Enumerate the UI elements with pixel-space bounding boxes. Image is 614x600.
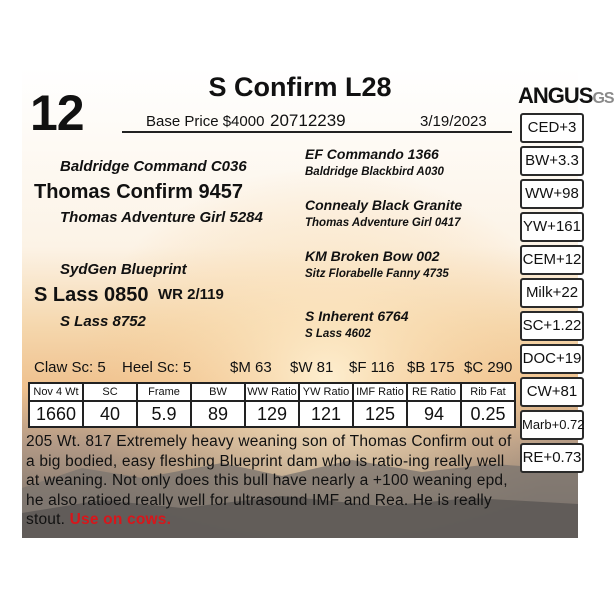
epd-cem: CEM+12: [520, 245, 584, 275]
table-header-cell: SC: [83, 383, 137, 401]
epd-re: RE+0.73: [520, 443, 584, 473]
dam: S Lass 0850: [34, 284, 149, 306]
epd-cw: CW+81: [520, 377, 584, 407]
table-header-cell: Nov 4 Wt: [29, 383, 83, 401]
epd-marb: Marb+0.72: [520, 410, 584, 440]
epd-yw: YW+161: [520, 212, 584, 242]
sale-date: 3/19/2023: [420, 113, 487, 130]
epd-ced: CED+3: [520, 113, 584, 143]
header-divider: [122, 131, 512, 133]
table-value-cell: 5.9: [137, 401, 191, 427]
dam-weaning-ratio: WR 2/119: [158, 286, 224, 303]
table-value-cell: 94: [407, 401, 461, 427]
sire-sire-dam: Baldridge Blackbird A030: [305, 166, 444, 178]
epd-bw: BW+3.3: [520, 146, 584, 176]
angus-logo-text: ANGUS: [518, 83, 593, 108]
table-header-cell: IMF Ratio: [353, 383, 407, 401]
claw-score: Claw Sc: 5: [34, 359, 106, 376]
description-text: 205 Wt. 817 Extremely heavy weaning son of Thomas Confirm out of a big bodied, easy fleshing Blueprint dam who is ratio-ing really well at weaning. Not only does this bull have nearly a +100 weaning epd, he also ratioed really well for ultrasound IMF and Rea. He is really stout.: [26, 433, 512, 528]
registration-number: 20712239: [270, 111, 346, 130]
table-value-cell: 40: [83, 401, 137, 427]
dollar-w-index: $W 81: [290, 359, 334, 376]
table-value-cell: 0.25: [461, 401, 515, 427]
performance-value-row: [29, 401, 515, 427]
table-header-cell: Rib Fat: [461, 383, 515, 401]
epd-ww: WW+98: [520, 179, 584, 209]
dollar-f-index: $F 116: [349, 359, 395, 376]
sire-sire: Baldridge Command C036: [60, 158, 247, 175]
gs-logo-text: GS: [592, 90, 614, 107]
bull-name: S Confirm L28: [208, 72, 392, 102]
angus-gs-logo: [518, 83, 614, 109]
performance-header-row: [29, 383, 515, 401]
table-value-cell: 89: [191, 401, 245, 427]
dam-dam-dam: S Lass 4602: [305, 328, 371, 340]
sire-dam-dam: Thomas Adventure Girl 0417: [305, 217, 461, 229]
table-header-cell: Frame: [137, 383, 191, 401]
dollar-m-index: $M 63: [230, 359, 272, 376]
table-value-cell: 125: [353, 401, 407, 427]
dam-sire-dam: Sitz Florabelle Fanny 4735: [305, 268, 449, 280]
lot-number: 12: [30, 85, 84, 141]
dollar-c-index: $C 290: [464, 359, 513, 376]
sire-dam-sire: Connealy Black Granite: [305, 197, 463, 213]
sire-dam: Thomas Adventure Girl 5284: [60, 209, 263, 226]
bull-description: [26, 432, 521, 530]
table-value-cell: 121: [299, 401, 353, 427]
dam-dam: S Lass 8752: [60, 313, 146, 330]
epd-doc: DOC+19: [520, 344, 584, 374]
base-price: Base Price $4000: [146, 113, 265, 130]
heel-score: Heel Sc: 5: [122, 359, 192, 376]
table-header-cell: YW Ratio: [299, 383, 353, 401]
dam-sire: SydGen Blueprint: [60, 261, 187, 278]
epd-milk: Milk+22: [520, 278, 584, 308]
table-header-cell: BW: [191, 383, 245, 401]
table-header-cell: WW Ratio: [245, 383, 299, 401]
sire: Thomas Confirm 9457: [34, 181, 243, 203]
table-value-cell: 129: [245, 401, 299, 427]
dam-sire-sire: KM Broken Bow 002: [305, 248, 440, 264]
description-highlight: Use on cows.: [69, 511, 172, 528]
table-header-cell: RE Ratio: [407, 383, 461, 401]
epd-sc: SC+1.22: [520, 311, 584, 341]
sire-sire-sire: EF Commando 1366: [305, 146, 439, 162]
performance-table: [28, 382, 516, 428]
dollar-b-index: $B 175: [407, 359, 455, 376]
dam-dam-sire: S Inherent 6764: [305, 308, 409, 324]
table-value-cell: 1660: [29, 401, 83, 427]
